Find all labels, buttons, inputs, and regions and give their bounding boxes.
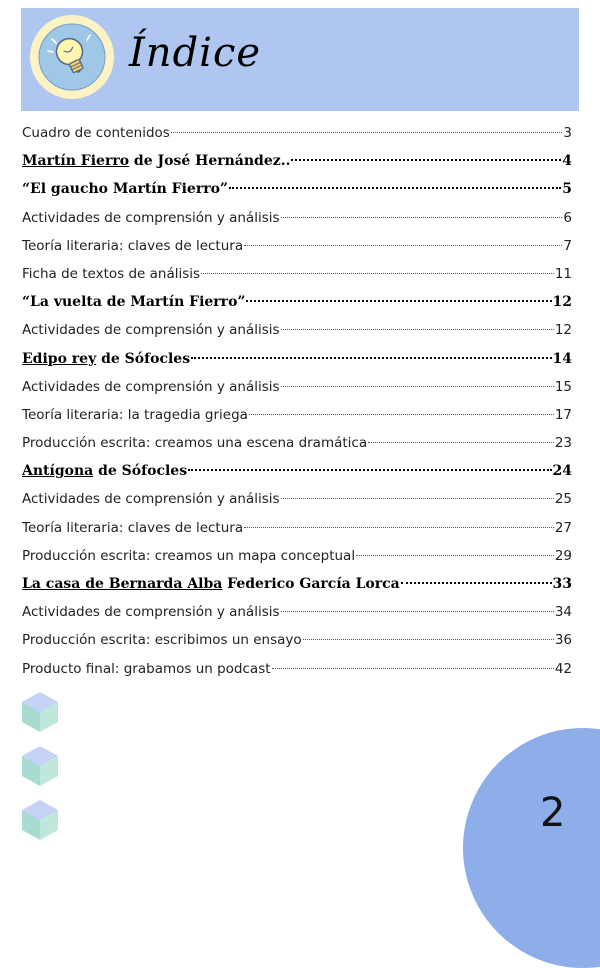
toc-entry-text: Teoría literaria: claves de lectura (22, 237, 244, 254)
toc-entry-text: Actividades de comprensión y análisis (22, 209, 280, 226)
toc-entry-title (22, 626, 302, 654)
toc-entry-work-title: Edipo rey (22, 350, 97, 367)
toc-page-number: 33 (552, 576, 572, 592)
toc-page-number: 29 (554, 547, 572, 564)
toc-page-number: 5 (562, 181, 572, 198)
toc-entry-title (22, 598, 280, 626)
toc-entry-text: Producción escrita: escribimos un ensayo (22, 632, 302, 649)
toc-entry-text: Cuadro de contenidos (22, 125, 170, 141)
toc-entry-text: Actividades de comprensión y análisis (22, 322, 280, 339)
toc-entry[interactable] (22, 345, 572, 373)
toc-dot-leader (281, 329, 554, 330)
toc-entry-title (22, 542, 355, 570)
lightbulb-icon (30, 15, 114, 99)
toc-entry-text: Actividades de comprensión y análisis (22, 491, 280, 508)
toc-entry-title (22, 175, 228, 203)
toc-entry-title (22, 260, 200, 288)
toc-entry[interactable] (22, 147, 572, 175)
toc-entry-work-title: Antígona (22, 463, 94, 480)
toc-entry-text: Teoría literaria: claves de lectura (22, 519, 244, 536)
toc-entry[interactable] (22, 288, 572, 316)
toc-entry[interactable] (22, 204, 572, 232)
toc-page-number: 25 (554, 491, 572, 508)
toc-entry[interactable] (22, 655, 572, 683)
toc-page-number: 12 (554, 322, 572, 339)
toc-dot-leader (281, 386, 554, 387)
toc-entry-title (22, 288, 245, 316)
toc-entry-author: de José Hernández.. (129, 153, 291, 170)
corner-circle (463, 728, 600, 968)
toc-entry[interactable] (22, 542, 572, 570)
toc-entry[interactable] (22, 232, 572, 260)
toc-entry-text: Ficha de textos de análisis (22, 265, 201, 282)
toc-entry-text: Teoría literaria: la tragedia griega (22, 406, 248, 423)
toc-page-number: 4 (562, 153, 572, 170)
toc-entry-title (22, 429, 367, 457)
toc-entry[interactable] (22, 175, 572, 203)
toc-dot-leader (244, 527, 554, 528)
toc-dot-leader (281, 217, 563, 218)
badge (30, 15, 114, 99)
toc-entry-title (22, 401, 248, 429)
toc-entry-title (22, 485, 280, 513)
cube-icon (20, 798, 60, 842)
toc-entry[interactable] (22, 485, 572, 513)
toc-entry-title (22, 373, 280, 401)
toc-entry-author: de Sófocles (96, 350, 191, 367)
cube-icon (20, 690, 60, 734)
toc-entry-title (22, 514, 243, 542)
toc-entry[interactable] (22, 626, 572, 654)
toc-page-number: 3 (563, 125, 572, 141)
toc-dot-leader (401, 582, 552, 584)
table-of-contents (22, 119, 572, 683)
toc-page-number: 17 (554, 406, 572, 423)
toc-entry-title (22, 345, 190, 373)
toc-dot-leader (303, 639, 554, 640)
toc-entry-title (22, 204, 280, 232)
toc-entry-work-title: Martín Fierro (22, 153, 130, 170)
toc-entry[interactable] (22, 373, 572, 401)
cube-icon (20, 744, 60, 788)
toc-page-number: 14 (552, 350, 572, 367)
toc-entry-author: Federico García Lorca (222, 576, 400, 592)
toc-dot-leader (281, 611, 554, 612)
toc-page-number: 24 (552, 463, 572, 480)
toc-entry[interactable] (22, 457, 572, 485)
toc-entry-title (22, 570, 400, 598)
toc-entry-text: Actividades de comprensión y análisis (22, 604, 280, 621)
toc-entry-text: Producción escrita: creamos una escena dramática (22, 435, 368, 452)
toc-dot-leader (188, 469, 551, 471)
toc-entry-text: “La vuelta de Martín Fierro” (22, 294, 246, 311)
toc-page-number: 15 (554, 378, 572, 395)
toc-entry[interactable] (22, 401, 572, 429)
toc-entry-title (22, 316, 280, 344)
toc-entry-work-title: La casa de Bernarda Alba (22, 576, 223, 592)
toc-page-number: 12 (552, 294, 572, 311)
toc-entry-text: “El gaucho Martín Fierro” (22, 181, 228, 198)
toc-dot-leader (246, 300, 551, 302)
toc-page-number: 42 (554, 660, 572, 677)
toc-entry-text: Producción escrita: creamos un mapa conceptual (22, 547, 356, 564)
toc-dot-leader (368, 442, 554, 443)
toc-page-number: 27 (554, 519, 572, 536)
toc-page-number: 36 (554, 632, 572, 649)
page-title: Índice (129, 30, 262, 76)
toc-entry[interactable] (22, 570, 572, 598)
toc-entry[interactable] (22, 514, 572, 542)
toc-entry-title (22, 119, 170, 147)
toc-page-number: 6 (563, 209, 572, 226)
toc-page-number: 7 (563, 237, 572, 254)
toc-page-number: 23 (554, 435, 572, 452)
toc-entry-title (22, 457, 187, 485)
toc-entry-title (22, 147, 290, 175)
toc-entry-author: de Sófocles (93, 463, 188, 480)
page-number: 2 (540, 790, 566, 836)
toc-dot-leader (229, 187, 561, 189)
toc-dot-leader (249, 414, 554, 415)
toc-page-number: 34 (554, 604, 572, 621)
toc-dot-leader (171, 132, 563, 133)
toc-entry[interactable] (22, 429, 572, 457)
toc-dot-leader (356, 555, 554, 556)
header-band (21, 8, 579, 111)
toc-entry[interactable] (22, 316, 572, 344)
toc-dot-leader (191, 357, 551, 359)
toc-entry-title (22, 232, 243, 260)
toc-dot-leader (272, 668, 554, 669)
toc-entry-title (22, 655, 271, 683)
toc-dot-leader (201, 273, 554, 274)
toc-entry[interactable] (22, 260, 572, 288)
toc-entry-text: Producto final: grabamos un podcast (22, 660, 271, 677)
toc-entry[interactable] (22, 598, 572, 626)
toc-dot-leader (244, 245, 562, 246)
toc-dot-leader (281, 498, 554, 499)
toc-dot-leader (291, 159, 561, 161)
toc-entry-text: Actividades de comprensión y análisis (22, 378, 280, 395)
toc-entry[interactable] (22, 119, 572, 147)
toc-page-number: 11 (554, 265, 572, 282)
